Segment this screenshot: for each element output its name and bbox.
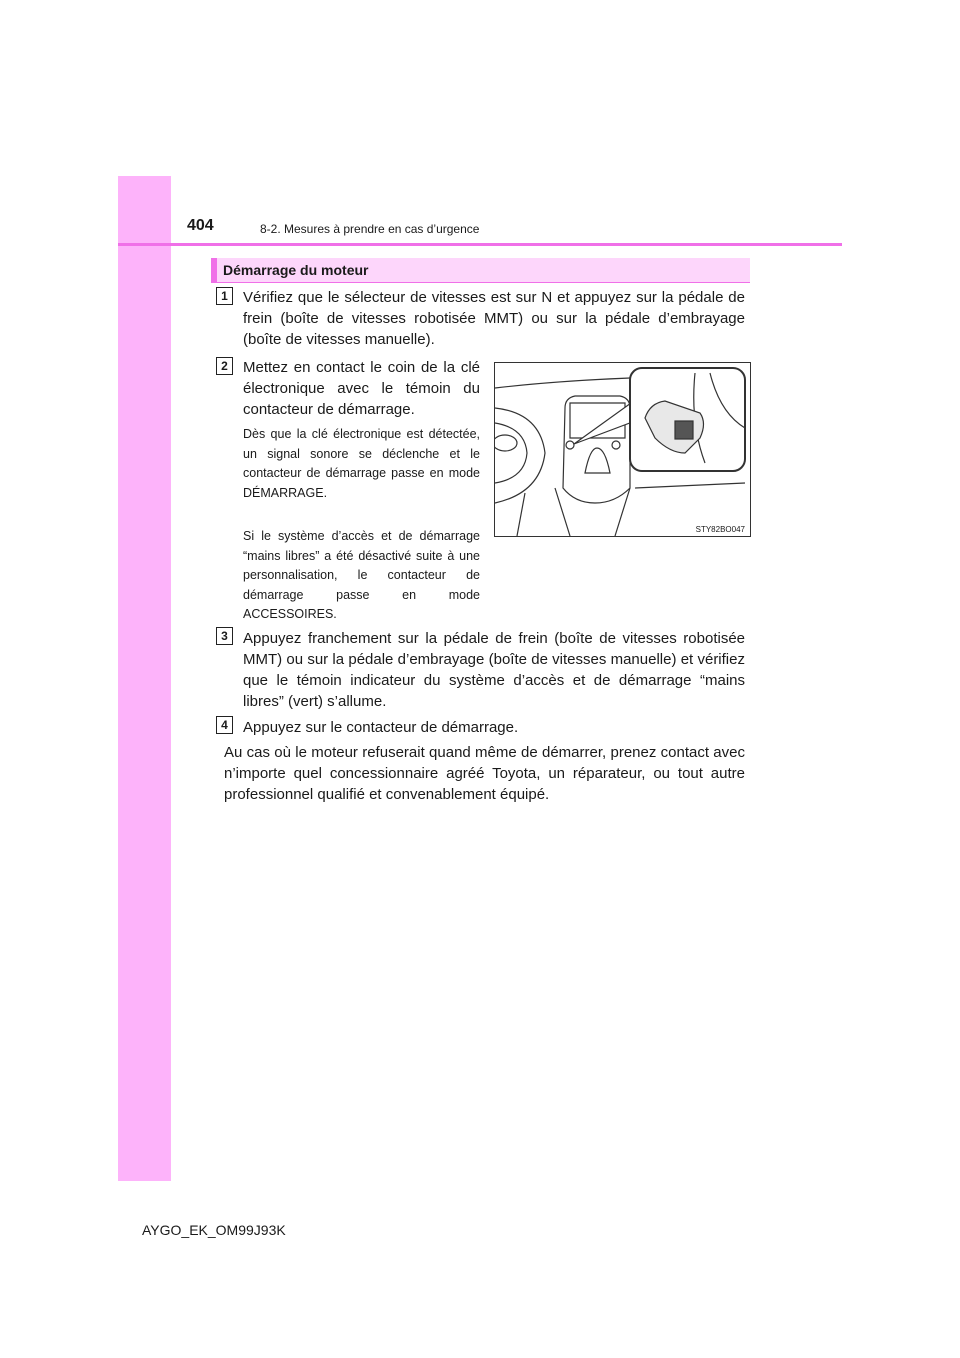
step-number: 1 [216, 287, 233, 305]
step-number: 2 [216, 357, 233, 375]
step-text: Vérifiez que le sélecteur de vitesses est sur N et appuyez sur la pédale de frein (boîte de vitesses robotisée MMT) ou sur la pédale d’embrayage (boîte de vitesses manuelle). [243, 289, 745, 348]
illustration-key-on-start-switch [494, 362, 751, 537]
step-number: 3 [216, 627, 233, 645]
closing-paragraph: Au cas où le moteur refuserait quand même de démarrer, prenez contact avec n’importe quel concessionnaire agréé Toyota, un réparateur, ou tout autre professionnel qualifié et convenablement équipé. [224, 744, 745, 803]
step-number: 4 [216, 716, 233, 734]
section-heading [211, 258, 750, 283]
step-text: Mettez en contact le coin de la clé électronique avec le témoin du contacteur de démarrage. [243, 359, 480, 418]
chapter-title: 8-2. Mesures à prendre en cas d’urgence [260, 222, 480, 236]
step-text: Appuyez franchement sur la pédale de frein (boîte de vitesses robotisée MMT) ou sur la pédale d’embrayage (boîte de vitesses manuelle) et vérifiez que le témoin indicateur du système d’accès et de démarrage “mains libres” (vert) s’allume. [243, 630, 745, 710]
footer-doc-id: AYGO_EK_OM99J93K [142, 1222, 286, 1238]
dashboard-key-drawing [495, 363, 750, 536]
header-rule [118, 243, 842, 246]
step-note: Si le système d’accès et de démarrage “mains libres” a été désactivé suite à une personnalisation, le contacteur de démarrage passe en mode ACCESSOIRES. [243, 529, 480, 621]
side-tab [118, 176, 171, 1181]
step-note: Dès que la clé électronique est détectée, un signal sonore se déclenche et le contacteur de démarrage passe en mode DÉMARRAGE. [243, 427, 480, 500]
section-title: Démarrage du moteur [223, 262, 369, 278]
section-accent [211, 258, 217, 282]
page-number: 404 [187, 217, 214, 234]
figure-code: STY82BO047 [695, 525, 745, 534]
step-text: Appuyez sur le contacteur de démarrage. [243, 719, 519, 736]
